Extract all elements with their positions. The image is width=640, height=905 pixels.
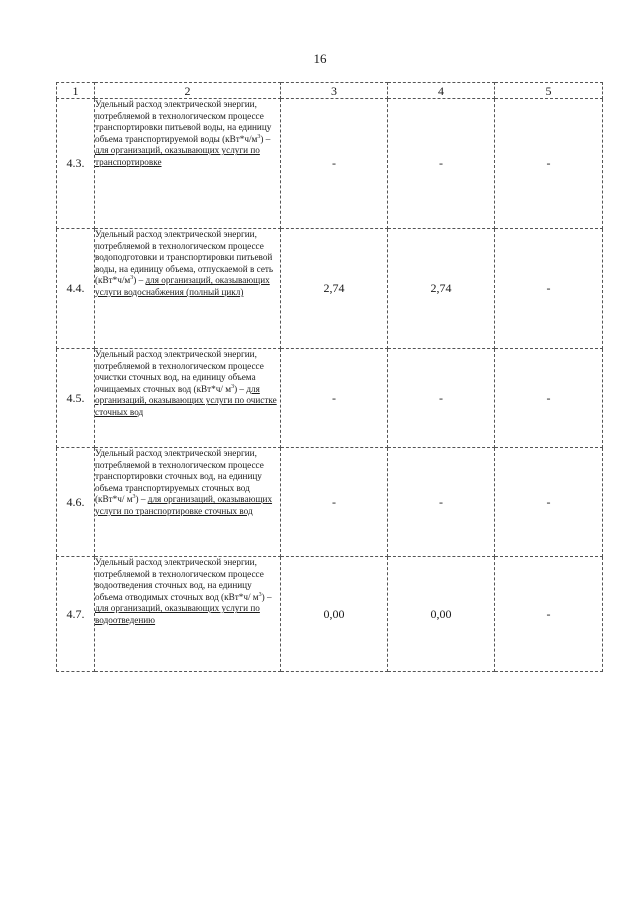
description-tail: ) –: [135, 494, 148, 505]
row-value-col3: -: [281, 99, 388, 229]
table-row: [57, 448, 603, 557]
row-description: [95, 99, 281, 229]
superscript: 3: [132, 494, 136, 501]
table-header-row: [57, 83, 603, 99]
table-row: [57, 99, 603, 229]
row-value-col4: 0,00: [388, 557, 495, 672]
table-row: [57, 229, 603, 349]
row-value-col5: -: [495, 229, 603, 349]
header-col-1: 1: [57, 83, 95, 99]
description-tail: ) –: [234, 383, 247, 394]
row-description: [95, 557, 281, 672]
row-description: [95, 349, 281, 448]
description-text: Удельный расход электрической энергии, потребляемой в технологическом процессе очистки сточных вод, на единицу объема очищаемых сточных вод (кВт*ч/ м: [95, 349, 264, 394]
indicators-table: [56, 82, 603, 672]
description-underlined: для организаций, оказывающих услуги водоснабжения (полный цикл): [95, 275, 270, 297]
description-underlined: для организаций, оказывающих услуги по очистке сточных вод: [95, 383, 277, 417]
row-value-col5: -: [495, 448, 603, 557]
superscript: 3: [257, 133, 261, 140]
table-row: [57, 557, 603, 672]
header-col-5: 5: [495, 83, 603, 99]
row-number: 4.7.: [57, 557, 95, 672]
row-value-col4: 2,74: [388, 229, 495, 349]
table-row: [57, 349, 603, 448]
description-underlined: для организаций, оказывающих услуги по транспортировке: [95, 145, 260, 167]
superscript: 3: [258, 591, 262, 598]
description-text: Удельный расход электрической энергии, потребляемой в технологическом процессе водоотведения сточных вод, на единицу объема отводимых сточных вод (кВт*ч/ м: [95, 557, 264, 602]
row-value-col3: -: [281, 448, 388, 557]
row-value-col3: -: [281, 349, 388, 448]
row-description: [95, 448, 281, 557]
page-number: 16: [313, 51, 327, 66]
superscript: 3: [130, 275, 134, 282]
row-number: 4.3.: [57, 99, 95, 229]
description-underlined: для организаций, оказывающих услуги по водоотведению: [95, 603, 260, 625]
header-col-3: 3: [281, 83, 388, 99]
description-tail: ) –: [260, 133, 271, 144]
row-description: [95, 229, 281, 349]
row-number: 4.5.: [57, 349, 95, 448]
description-tail: ) –: [133, 275, 146, 286]
row-value-col3: 2,74: [281, 229, 388, 349]
header-col-2: 2: [95, 83, 281, 99]
row-value-col5: -: [495, 99, 603, 229]
description-text: Удельный расход электрической энергии, потребляемой в технологическом процессе водоподготовки и транспортировки питьевой воды, на единицу объема, отпускаемой в сеть (кВт*ч/м: [95, 229, 274, 286]
row-value-col4: -: [388, 448, 495, 557]
superscript: 3: [231, 383, 235, 390]
description-underlined: для организаций, оказывающих услуги по транспортировке сточных вод: [95, 494, 273, 516]
row-value-col5: -: [495, 349, 603, 448]
description-tail: ) –: [261, 591, 272, 602]
header-col-4: 4: [388, 83, 495, 99]
description-text: Удельный расход электрической энергии, потребляемой в технологическом процессе транспортировки сточных вод, на единицу объема транспортируемых сточных вод (кВт*ч/ м: [95, 448, 264, 505]
row-number: 4.6.: [57, 448, 95, 557]
row-value-col3: 0,00: [281, 557, 388, 672]
row-value-col4: -: [388, 99, 495, 229]
row-value-col5: -: [495, 557, 603, 672]
description-text: Удельный расход электрической энергии, потребляемой в технологическом процессе транспортировки питьевой воды, на единицу объема транспортируемой воды (кВт*ч/м: [95, 99, 272, 144]
row-value-col4: -: [388, 349, 495, 448]
row-number: 4.4.: [57, 229, 95, 349]
